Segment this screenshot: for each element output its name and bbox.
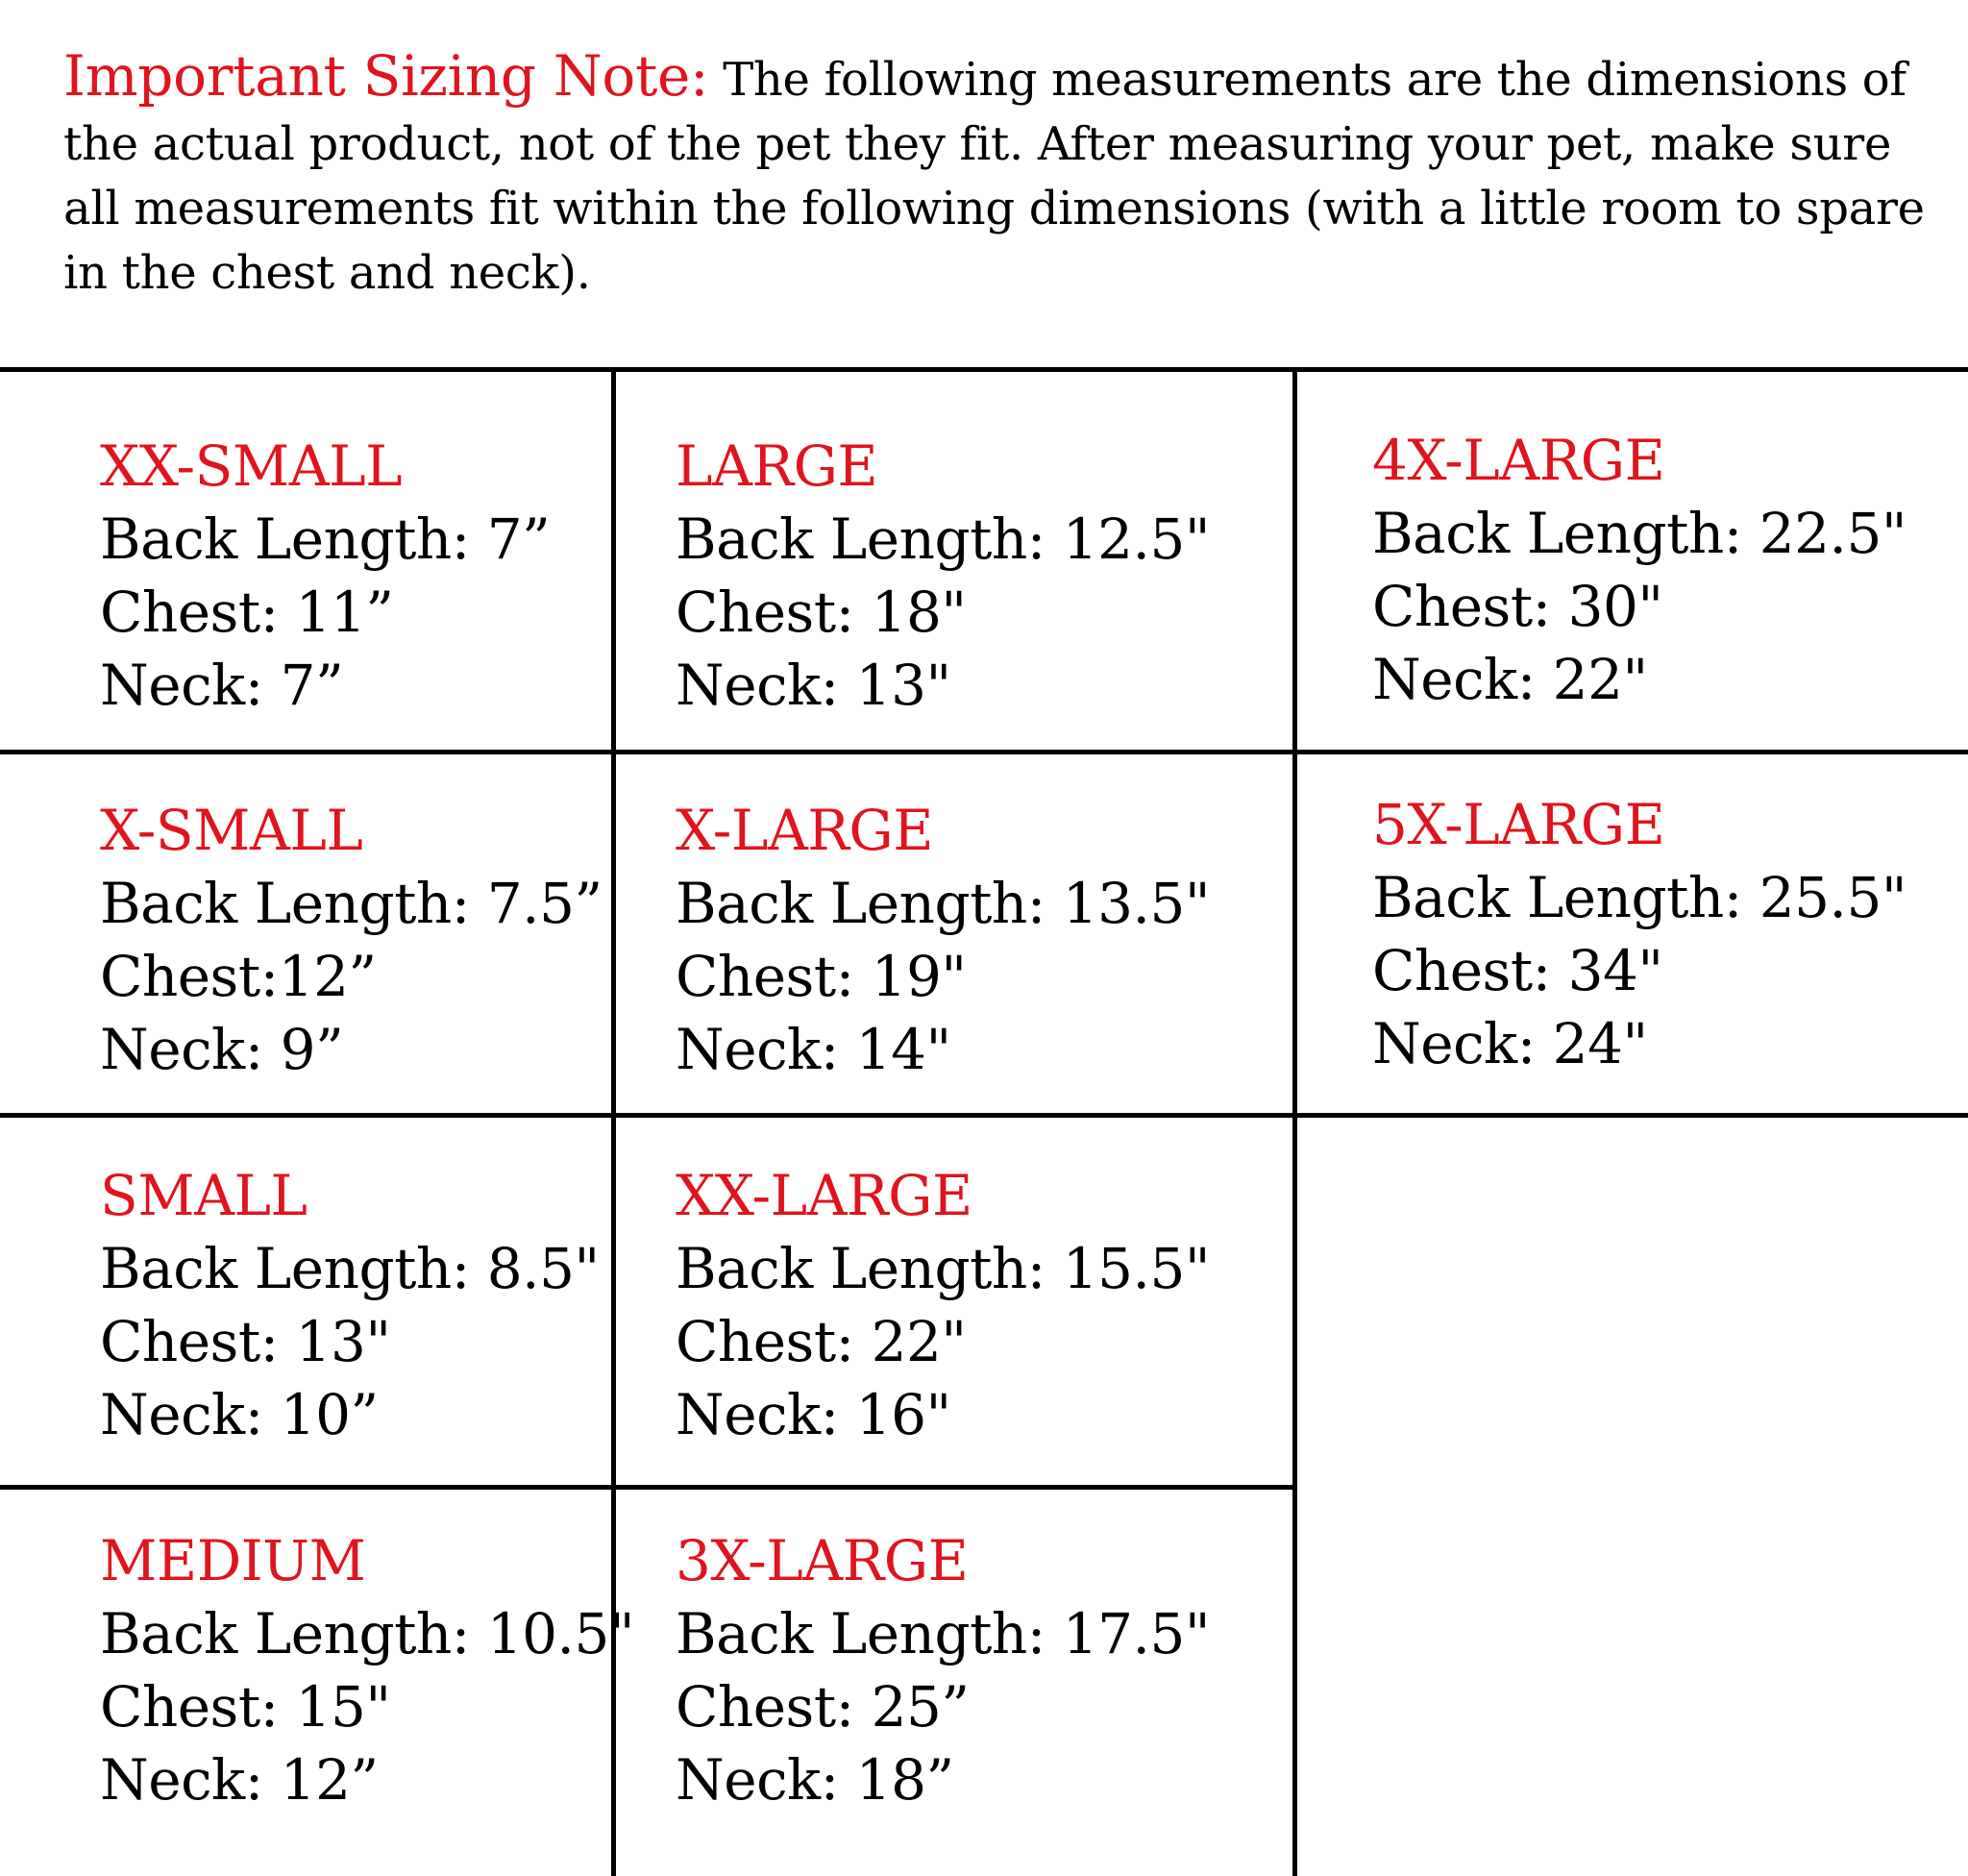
size-cell-small xyxy=(100,1159,600,1451)
size-cell-xx-large xyxy=(676,1159,1210,1451)
back-length: Back Length: 7” xyxy=(100,506,551,572)
neck-measure: Neck: 14" xyxy=(676,1017,951,1082)
neck-measure: Neck: 7” xyxy=(100,653,344,718)
neck-measure: Neck: 9” xyxy=(100,1017,344,1082)
size-cell-medium xyxy=(100,1524,634,1816)
sizing-note-heading: Important Sizing Note: xyxy=(63,43,709,109)
neck-measure: Neck: 13" xyxy=(676,653,951,718)
chest-measure: Chest: 11” xyxy=(100,580,394,645)
size-name: SMALL xyxy=(100,1163,308,1228)
size-cell-3x-large xyxy=(676,1524,1210,1816)
back-length: Back Length: 15.5" xyxy=(676,1236,1211,1301)
back-length: Back Length: 12.5" xyxy=(676,506,1211,572)
size-name: 3X-LARGE xyxy=(676,1528,969,1593)
column-divider-2 xyxy=(1292,367,1297,1876)
size-name: LARGE xyxy=(676,433,878,499)
neck-measure: Neck: 10” xyxy=(100,1382,379,1447)
size-name: MEDIUM xyxy=(100,1528,366,1593)
chest-measure: Chest: 34" xyxy=(1372,938,1663,1003)
chest-measure: Chest: 13" xyxy=(100,1309,391,1374)
sizing-note-body: The following measurements are the dimensions of the actual product, not of the pet they fit. After measuring your pet, make sure all measurements fit within the following dimensions (with a little room to spare in the chest and neck). xyxy=(63,53,1925,300)
row-divider-3 xyxy=(0,1485,1296,1490)
chest-measure: Chest: 19" xyxy=(676,944,967,1009)
table-top-border xyxy=(0,367,1968,372)
row-divider-2 xyxy=(0,1113,1968,1118)
back-length: Back Length: 13.5" xyxy=(676,871,1211,936)
back-length: Back Length: 25.5" xyxy=(1372,865,1907,930)
size-name: XX-SMALL xyxy=(100,433,403,499)
size-name: X-SMALL xyxy=(100,798,363,863)
size-name: XX-LARGE xyxy=(676,1163,972,1228)
back-length: Back Length: 10.5" xyxy=(100,1601,635,1666)
neck-measure: Neck: 18” xyxy=(676,1747,954,1813)
neck-measure: Neck: 22" xyxy=(1372,647,1648,712)
neck-measure: Neck: 12” xyxy=(100,1747,379,1813)
neck-measure: Neck: 16" xyxy=(676,1382,951,1447)
chest-measure: Chest: 18" xyxy=(676,580,967,645)
chest-measure: Chest: 15" xyxy=(100,1674,391,1740)
chest-measure: Chest: 22" xyxy=(676,1309,967,1374)
size-cell-4x-large xyxy=(1372,424,1906,716)
sizing-note xyxy=(63,44,1947,306)
chest-measure: Chest: 25” xyxy=(676,1674,970,1740)
back-length: Back Length: 8.5" xyxy=(100,1236,600,1301)
chest-measure: Chest: 30" xyxy=(1372,574,1663,639)
neck-measure: Neck: 24" xyxy=(1372,1011,1648,1076)
size-name: 4X-LARGE xyxy=(1372,428,1665,493)
size-cell-x-small xyxy=(100,794,603,1086)
size-cell-x-large xyxy=(676,794,1210,1086)
chest-measure: Chest:12” xyxy=(100,944,377,1009)
size-name: X-LARGE xyxy=(676,798,934,863)
back-length: Back Length: 22.5" xyxy=(1372,501,1907,566)
size-name: 5X-LARGE xyxy=(1372,792,1665,857)
size-cell-5x-large xyxy=(1372,788,1906,1080)
back-length: Back Length: 7.5” xyxy=(100,871,603,936)
size-cell-large xyxy=(676,430,1210,722)
row-divider-1 xyxy=(0,750,1968,754)
size-cell-xx-small xyxy=(100,430,550,722)
back-length: Back Length: 17.5" xyxy=(676,1601,1211,1666)
